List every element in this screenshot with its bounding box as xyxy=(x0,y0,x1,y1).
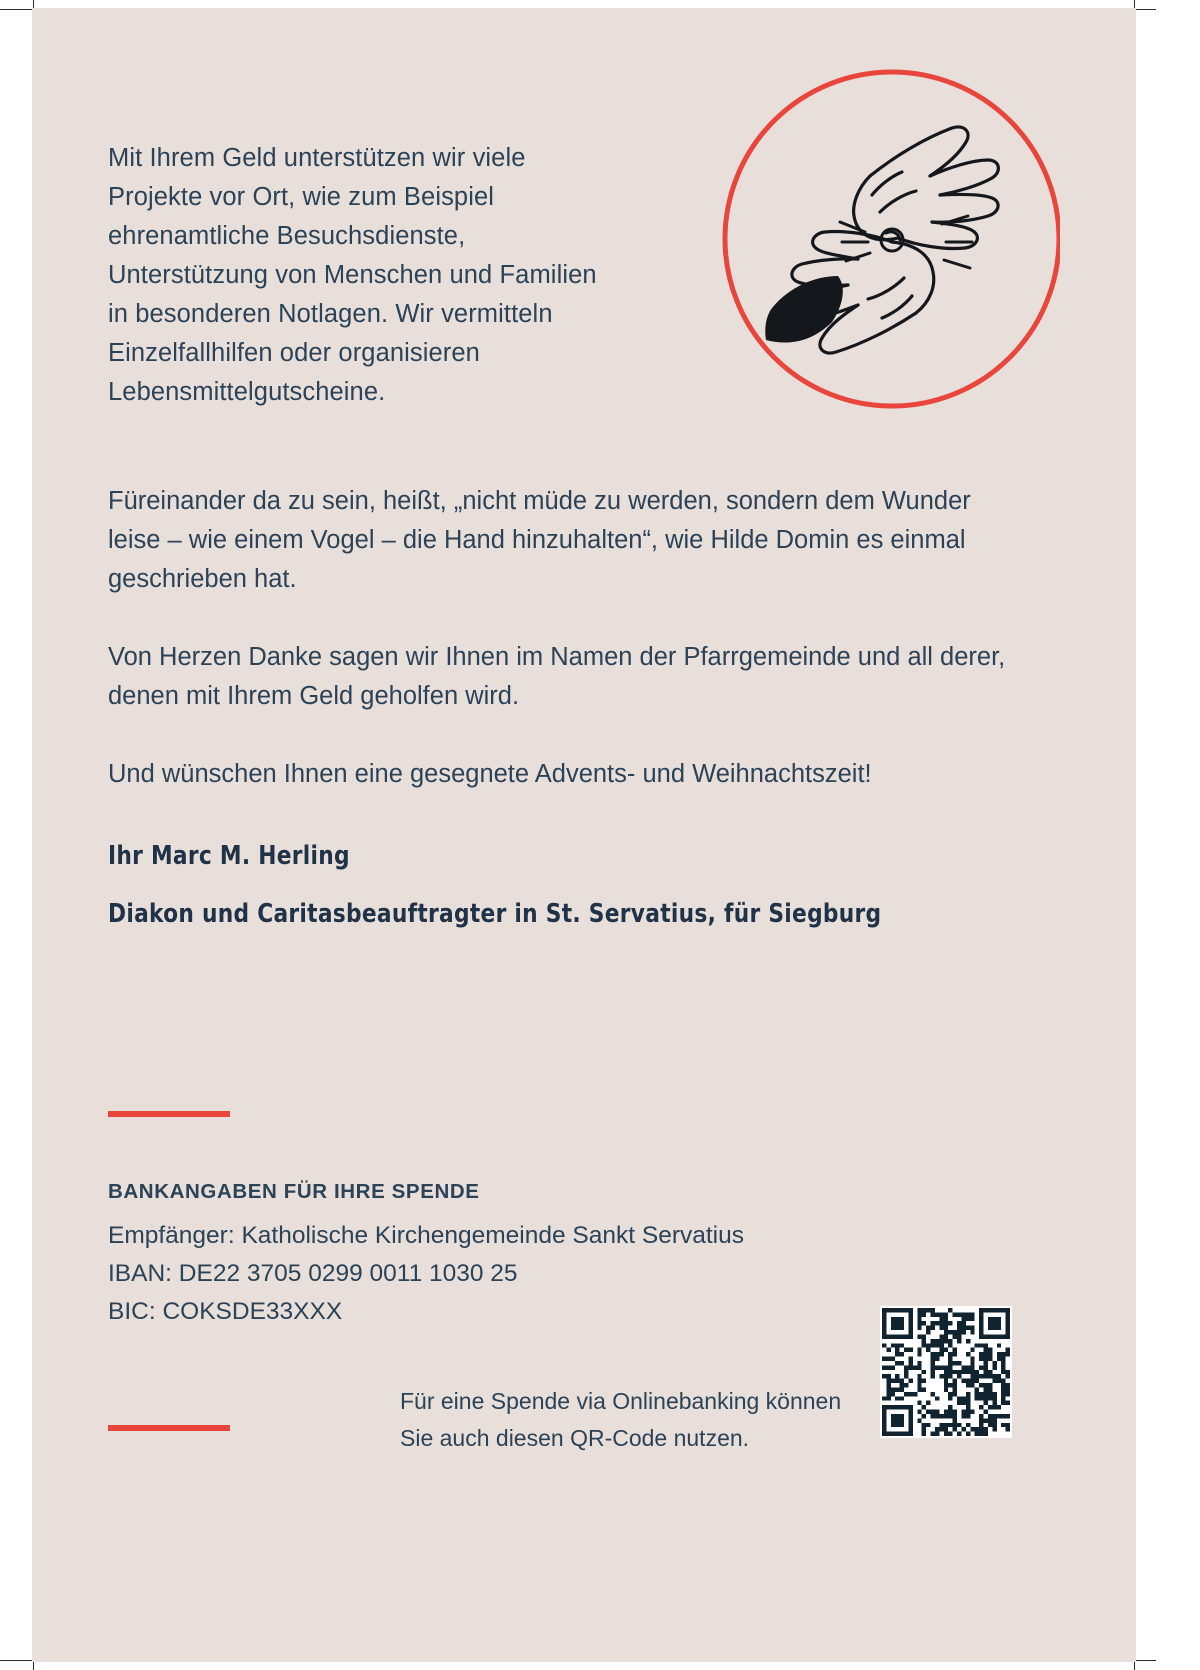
bank-bic: BIC: COKSDE33XXX xyxy=(108,1298,343,1325)
bank-details-heading: BANKANGABEN FÜR IHRE SPENDE xyxy=(108,1180,480,1203)
signature-role: Diakon und Caritasbeauftragter in St. Servatius, für Siegburg xyxy=(108,899,882,929)
crop-mark-top-left-h xyxy=(0,9,34,10)
divider-bottom xyxy=(108,1425,230,1431)
bank-iban: IBAN: DE22 3705 0299 0011 1030 25 xyxy=(108,1260,518,1287)
paragraph-quote: Füreinander da zu sein, heißt, „nicht müde zu werden, sondern dem Wunder leise – wie einem Vogel – die Hand hinzuhalten“, wie Hilde Domin es einmal geschrieben hat. xyxy=(108,486,971,593)
qr-note: Für eine Spende via Onlinebanking können Sie auch diesen QR-Code nutzen. xyxy=(400,1388,842,1451)
donation-qr-code xyxy=(880,1306,1012,1438)
intro-paragraph: Mit Ihrem Geld unterstützen wir viele Projekte vor Ort, wie zum Beispiel ehrenamtliche Besuchsdienste, Unterstützung von Menschen und Familien in besonderen Notlagen. Wir vermitteln Einzelfallhilfen oder organisieren Lebensmittelgutscheine. xyxy=(108,143,597,406)
crop-mark-bottom-left-h xyxy=(0,1660,34,1661)
bank-recipient: Empfänger: Katholische Kirchengemeinde Sankt Servatius xyxy=(108,1222,744,1249)
content-area xyxy=(108,8,1058,1662)
divider-top xyxy=(108,1111,230,1117)
paragraph-thanks: Von Herzen Danke sagen wir Ihnen im Namen der Pfarrgemeinde und all derer, denen mit Ihrem Geld geholfen wird. xyxy=(108,642,1006,710)
helping-hands-icon xyxy=(720,64,1060,414)
paragraph-wishes: Und wünschen Ihnen eine gesegnete Advents- und Weihnachtszeit! xyxy=(108,759,872,788)
signature-block xyxy=(108,834,940,936)
signature-name: Ihr Marc M. Herling xyxy=(108,841,350,871)
flyer-sheet xyxy=(32,8,1136,1662)
bank-details xyxy=(108,1180,744,1331)
